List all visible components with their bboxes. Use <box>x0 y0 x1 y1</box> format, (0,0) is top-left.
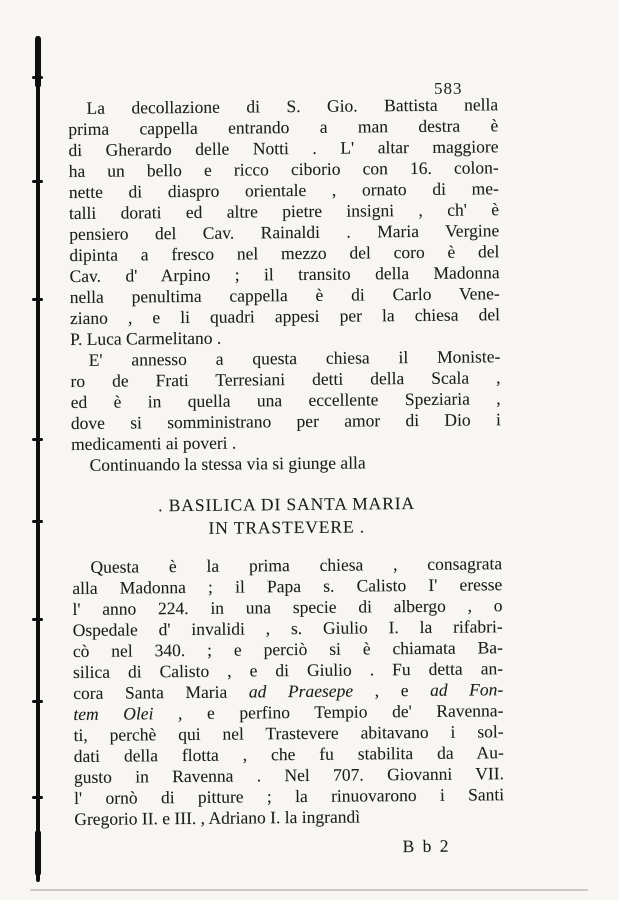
plain-text: , e <box>352 679 431 701</box>
text-line: l' anno 224. in una specie di albergo , o <box>72 595 503 619</box>
text-line: talli dorati ed altre pietre insigni , ch' è <box>68 199 500 223</box>
text-line: pensiero del Cav. Rainaldi . Maria Vergine <box>69 220 500 244</box>
binding-mark <box>32 700 43 703</box>
text-line: Continuando la stessa via si giunge alla <box>89 452 366 475</box>
text-line: di Gherardo delle Notti . L' altar maggiore <box>68 136 499 160</box>
text-line: Gregorio II. e III. , Adriano I. la ingrandì <box>74 806 361 829</box>
text-line: ro de Frati Terresiani detti della Scala , <box>70 367 501 391</box>
italic-text: ad Fon- <box>429 679 504 700</box>
text-line: P. Luca Carmelitano . <box>70 327 222 349</box>
binding-mark <box>32 298 43 301</box>
binding-mark <box>32 618 43 621</box>
plain-text: cora Santa Maria <box>73 681 249 703</box>
paragraph-monistero <box>70 346 501 455</box>
heading-line: IN TRASTEVERE . <box>208 516 366 538</box>
paragraph-continuando <box>71 451 501 476</box>
section-heading <box>71 491 501 541</box>
paragraph-decollazione <box>68 94 500 350</box>
text-line: medicamenti ai poveri . <box>70 432 237 454</box>
text-line: La decollazione di S. Gio. Battista nella <box>86 94 499 118</box>
binding-mark <box>35 830 41 876</box>
plain-text: , e perfino Tempio de' Ravenna- <box>153 700 504 724</box>
text-line: prima cappella entrando a man destra è <box>68 115 499 139</box>
text-line: Cav. d' Arpino ; il transito della Madonna <box>69 262 500 286</box>
text-line: dove si somministrano per amor di Dio i <box>70 409 501 433</box>
binding-mark <box>32 796 43 799</box>
text-line: Questa è la prima chiesa , consagrata <box>90 553 503 577</box>
text-line: gusto in Ravenna . Nel 707. Giovanni VII. <box>73 763 504 787</box>
text-line: alla Madonna ; il Papa s. Calisto I' eresse <box>72 574 503 598</box>
text-line: nella penultima cappella è di Carlo Vene- <box>69 283 500 307</box>
paragraph-basilica <box>72 553 504 830</box>
binding-mark <box>32 180 43 183</box>
binding-mark <box>32 76 43 79</box>
binding-mark <box>35 36 41 88</box>
text-line: nette di diaspro orientale , ornato di me- <box>68 178 499 202</box>
italic-text: tem Olei <box>73 703 154 724</box>
text-line: Ospedale d' invalidi , s. Giulio I. la rifabri- <box>72 616 503 640</box>
text-line: ha un bello e ricco ciborio con 16. colon- <box>68 157 499 181</box>
text-line: E' annesso a questa chiesa il Moniste- <box>88 346 501 370</box>
text-line: ed è in quella una eccellente Speziaria , <box>70 388 501 412</box>
text-line: ti, perchè qui nel Trastevere abitavano i sol- <box>73 721 504 745</box>
text-line: ziano , e li quadri appesi per la chiesa del <box>69 304 500 328</box>
text-line: dipinta a fresco nel mezzo del coro è del <box>69 241 500 265</box>
binding-mark <box>32 438 43 441</box>
scan-bottom-edge <box>30 889 588 891</box>
signature-mark: B b 2 <box>402 835 451 857</box>
binding-bar <box>36 36 40 882</box>
italic-text: ad Praesepe <box>248 680 354 702</box>
text-line: l' ornò di pitture ; la rinuovarono i Santi <box>74 784 505 808</box>
text-line: silica di Calisto , e di Giulio . Fu detta an- <box>72 658 504 682</box>
page-text <box>68 94 505 860</box>
text-line: cò nel 340. ; e perciò si è chiamata Ba- <box>72 637 503 661</box>
heading-line: . BASILICA DI SANTA MARIA <box>158 492 416 516</box>
page-number: 583 <box>434 79 463 98</box>
binding-mark <box>32 520 43 523</box>
text-line: dati della flotta , che fu stabilita da Au- <box>73 742 504 766</box>
